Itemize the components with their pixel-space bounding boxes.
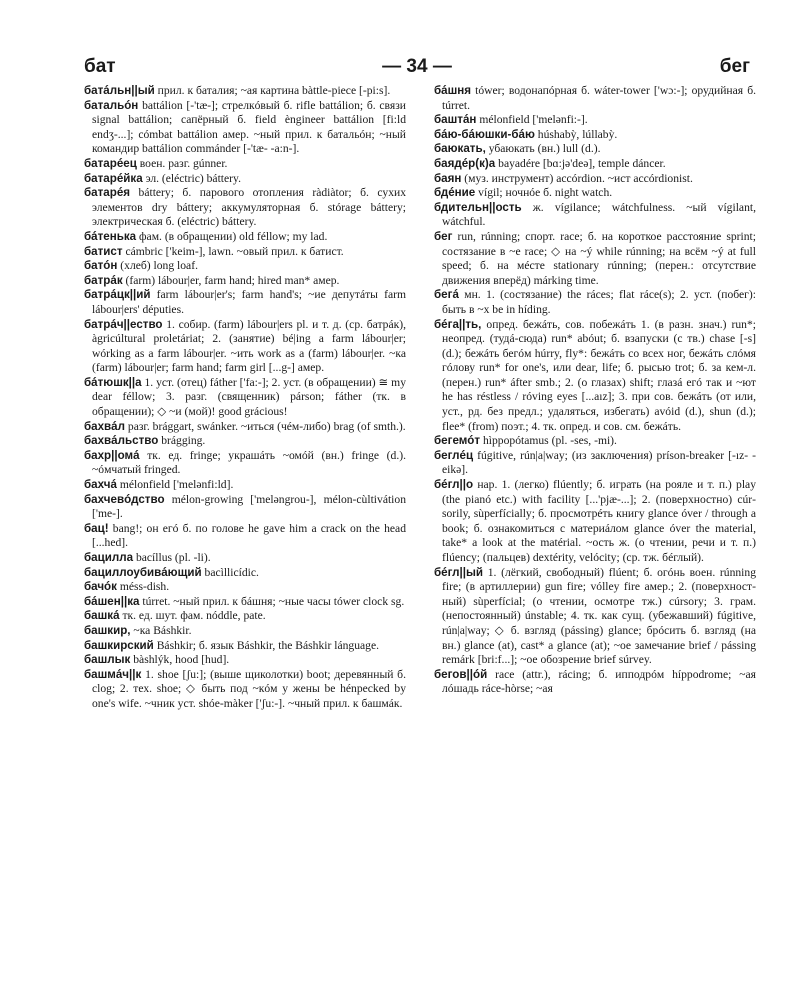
dictionary-entry [84,172,406,187]
entry-headword: бахвáльство [84,434,159,448]
entry-definition: bacíllus (pl. -li). [135,551,211,564]
entry-definition: (муз. инструмент) accórdion. ~ист accórdionist. [464,171,693,185]
entry-headword: бáю-бáюшки-бáю [434,127,535,141]
entry-definition: vígil; ночнóе б. night watch. [478,186,613,200]
entry-headword: батарéя [84,186,131,200]
dictionary-entry [84,259,406,274]
entry-headword: бахчевóдство [84,492,165,506]
dictionary-entry [434,128,756,143]
dictionary-entry [434,113,756,128]
entry-definition: bang!; он егó б. по голове he gave him a crack on the head [...hed]. [92,521,406,550]
entry-headword: бéга||ть, [434,317,482,331]
entry-definition: mélonfield ['melənfi:-]. [479,113,588,127]
entry-headword: батальóн [84,98,139,112]
entry-definition: tówer; водонапóрная б. wáter-tower ['wɔ:-]; орудийная б. túrret. [442,84,756,112]
entry-definition: run, rúnning; спорт. race; б. на короткое расстояние sprint; состязание в ~е race; ◇ на ~ý while rúnning; на всём ~ý at full speed; б. на мéсте stationary rúnning; (перен.: отсутствие движения вперёд) márking time. [442,229,756,287]
entry-definition: fúgitive, rún|a|way; (из заключения) príson-breaker [-ız- -eikə]. [442,448,756,477]
dictionary-entry [434,478,756,566]
dictionary-entry [434,142,756,157]
entry-definition: Báshkir; б. язык Báshkir, the Báshkir lánguage. [156,638,379,652]
entry-definition: bàshlýk, hood [hud]. [133,653,230,667]
dictionary-entry [84,84,406,99]
entry-definition: farm lábour|er's; farm hand's; ~ие депутáты farm lábour|ers' députies. [92,288,406,316]
dictionary-entry [84,318,406,376]
dictionary-entry [84,274,406,289]
entry-definition: cámbric ['keim-], lawn. ~овый прил. к батист. [125,244,344,258]
dictionary-entry [84,609,406,624]
dictionary-entry [84,595,406,610]
entry-headword: бахвáл [84,419,125,433]
entry-headword: бегá [434,288,459,302]
entry-definition: нар. 1. (легко) flúently; б. играть (на роялe и т. п.) play (the pianó etc.) with facility [...'pjæ-...]; 2. (поверхностно) cúrsorily, sùperfícially; б. просмотрéть книгу glance óver / through a book; б. ознакомиться с материáлом glance óver the material, take* a look at the matérial. ~ость ж. (о чтении, речи и т. п.) flúency; (пальцев) dextérity, velócity; (ср. тж. бéглый). [442,478,756,564]
entry-headword: бац! [84,521,109,535]
entry-definition: 1. уст. (отец) fáther ['fa:-]; 2. уст. (в обращении) ≅ my dear féllow; 3. разг. (священник) párson; fáther (тк. в обращении); ◇ ~и (мой)! good grácious! [92,375,406,419]
dictionary-entry [434,449,756,478]
entry-headword: батрáч||ество [84,317,163,331]
dictionary-entry [434,288,756,317]
entry-headword: бахчá [84,478,117,492]
entry-headword: баядéр(к)а [434,156,496,170]
dictionary-entry [84,493,406,522]
entry-definition: эл. (eléctric) báttery. [145,171,241,185]
dictionary-entry [84,186,406,230]
entry-headword: батарéец [84,156,137,170]
dictionary-entry [84,376,406,420]
dictionary-entry [84,522,406,551]
entry-definition: прил. к баталия; ~ая картина bàttle-piece [-pi:s]. [157,84,391,97]
dictionary-entry [84,566,406,581]
entry-definition: 1. (лёгкий, свободный) flúent; б. огóнь воен. rúnning fire; (в артиллерии) gun fire; vólley fire амер.; 2. (поверхностный) sùperfícial; (о чтении, осмотре тж.) cúrsory; 3. грам. (непостоянный) únstable; 4. тк. как сущ. (убежавший) fúgitive, rún|a|way; ◇ б. взгляд (pássing) glance; брóсить б. взгляд (на вн.) glance (at), cast* a glance (at); ~ое замечание brief / pássing remárk [bri:f...]; ~ое обозрение brief súrvey. [442,565,756,667]
entry-definition: тк. ед. fringe; украшáть ~омóй (вн.) fringe (d.). ~óмчатый fringed. [92,448,406,477]
dictionary-entry [84,668,406,712]
dictionary-entry [434,230,756,288]
dictionary-entry [84,288,406,317]
dictionary-entry [434,201,756,230]
entry-headword: батрáк [84,273,123,287]
entry-definition: bacìllicídic. [204,565,259,579]
entry-headword: батарéйка [84,171,143,185]
dictionary-entry [84,478,406,493]
entry-headword: бегемóт [434,434,481,448]
entry-definition: ~ка Báshkir. [133,623,192,637]
entry-definition: убаюкать (вн.) lull (d.). [488,142,601,156]
entry-headword: бéгл||ый [434,565,484,579]
entry-headword: батрáцк||ий [84,288,151,302]
entry-headword: бáтюшк||а [84,375,142,389]
dictionary-entry [84,157,406,172]
entry-headword: бахр||омá [84,448,140,462]
entry-definition: báttery; б. парового отопления ràdiàtor; б. сухих элементов dry báttery; аккумуляторная б. stórage báttery; электрическая б. (eléctric) báttery. [92,186,406,229]
dictionary-entry [84,245,406,260]
dictionary-entry [84,551,406,566]
dictionary-entry [434,566,756,668]
entry-definition: húshabỳ, lúllabỳ. [537,127,618,141]
right-column [434,84,756,986]
entry-headword: башкирский [84,638,154,652]
entry-definition: race (attr.), rácing; б. ипподрóм híppodrome; ~ая лóшадь ráce-hòrse; ~ая [442,667,756,696]
dictionary-entry [84,420,406,435]
entry-definition: (хлеб) long loaf. [120,259,198,273]
entry-definition: túrret. ~ный прил. к бáшня; ~ные часы tówer clock sg. [142,594,405,608]
entry-definition: воен. разг. gúnner. [139,156,228,170]
entry-definition: ж. vígilance; wátchfulness. ~ый vígilant, wátchful. [442,200,756,229]
entry-definition: мн. 1. (состязание) the ráces; flat ráce(s); 2. уст. (побег): быть в ~х be in híding. [442,288,756,316]
dictionary-entry [434,186,756,201]
entry-headword: бацилла [84,551,134,564]
entry-definition: mélon-growing ['meləngrou-], mélon-cùltivátion ['me-]. [92,492,406,521]
dictionary-entry [84,580,406,595]
entry-definition: mélonfield ['melənfi:ld]. [119,478,234,492]
left-guide-word: бат [84,56,116,77]
entry-headword: бдительн||ость [434,200,522,214]
entry-definition: фам. (в обращении) old féllow; my lad. [139,229,328,243]
dictionary-entry [434,157,756,172]
dictionary-entry [84,449,406,478]
entry-definition: bayadére [bɑ:jə'deə], temple dáncer. [498,156,666,170]
entry-definition: 1. shoe [ʃu:]; (выше щиколотки) boot; деревянный б. clog; 2. тех. shoe; ◇ быть под ~кóм у жены be hénpecked by one's wife. ~чник уст. shóe-màker ['ʃu:-]. ~чный прил. к башмáк. [92,667,406,710]
entry-headword: бдéние [434,186,476,200]
dictionary-entry [84,99,406,157]
entry-headword: бациллоубивáющий [84,565,202,579]
entry-definition: méss-dish. [119,580,170,594]
dictionary-entry [434,668,756,697]
page-number: — 34 — [382,56,452,77]
entry-headword: башмáч||к [84,667,142,681]
entry-definition: hìppopótamus (pl. -ses, -mi). [482,434,617,448]
dictionary-entry [434,172,756,187]
entry-headword: бáшня [434,84,472,97]
dictionary-entry [84,230,406,245]
entry-definition: 1. собир. (farm) lábour|ers pl. и т. д. (ср. батрáк), àgricúltural proletáriat; 2. (занятие) bé|ing a farm lábour|er; wórking as a farm lábour|er. ~ить work as a (farm) lábour|er. ~ка (farm) lábour|er; farm hand; farm girl [...g-] амер. [92,317,406,375]
entry-headword: батист [84,244,123,258]
entry-headword: бéгл||о [434,478,474,492]
entry-headword: батóн [84,259,118,273]
entry-definition: тк. ед. шут. фам. nóddle, pate. [122,609,266,623]
entry-headword: бáшен||ка [84,594,140,608]
right-guide-word: бег [719,56,750,77]
left-column [84,84,406,986]
entry-headword: бáтенька [84,229,137,243]
entry-headword: бег [434,229,453,243]
entry-definition: опред. бежáть, сов. побежáть 1. (в разн. знач.) run*; неопред. (тудá-сюда) run* abóut; б. взапуски (с тв.) chase [-s] (d.); бежáть бегóм húrry, fly*: бежáть со всех ног, бежáть слóмя гóлову run* for one's, или dear, life; б. рысью trot; б. за кем-л. (перен.) run* áfter smb.; 2. (о глазах) shift; глазá егó так и ~ют he has réstless / róving eyes [...aız]; 3. при сов. бежáть (от или, уст., рд. без предл.; удаляться, избегать) avóid (d.), shun (d.); flee* (from) поэт.; 4. тк. опред. и сов. см. бежáть. [442,317,756,433]
entry-headword: башлык [84,653,131,667]
entry-definition: (farm) lábour|er, farm hand; hired man* амер. [125,273,340,287]
entry-headword: баюкать, [434,142,486,156]
dictionary-entry [434,318,756,435]
page-header [84,52,750,84]
dictionary-entry [84,624,406,639]
entry-definition: разг. brággart, swánker. ~иться (чéм-либо) brag (of smth.). [127,419,406,433]
dictionary-entry [434,434,756,449]
dictionary-entry [84,653,406,668]
entry-headword: башкá [84,609,120,623]
entry-headword: баян [434,171,462,185]
entry-headword: башкир, [84,623,131,637]
entry-headword: бегов||óй [434,667,488,681]
entry-headword: батáльн||ый [84,84,155,97]
dictionary-entry [434,84,756,113]
dictionary-entry [84,639,406,654]
dictionary-entry [84,434,406,449]
entry-headword: баштáн [434,113,477,127]
entry-headword: беглéц [434,448,474,462]
entry-definition: brágging. [161,434,206,448]
entry-headword: бачóк [84,580,117,594]
entry-definition: battálion [-'tæ-]; стрелкóвый б. rifle battálion; б. связи signal battálion; сапёрный б. field èngineer battálion [fi:ld endʒ-...]; cómbat battálion амер. ~ный прил. к батальóн; ~ный командир battálion commánder [-'tæ- -a:n-]. [92,98,406,156]
